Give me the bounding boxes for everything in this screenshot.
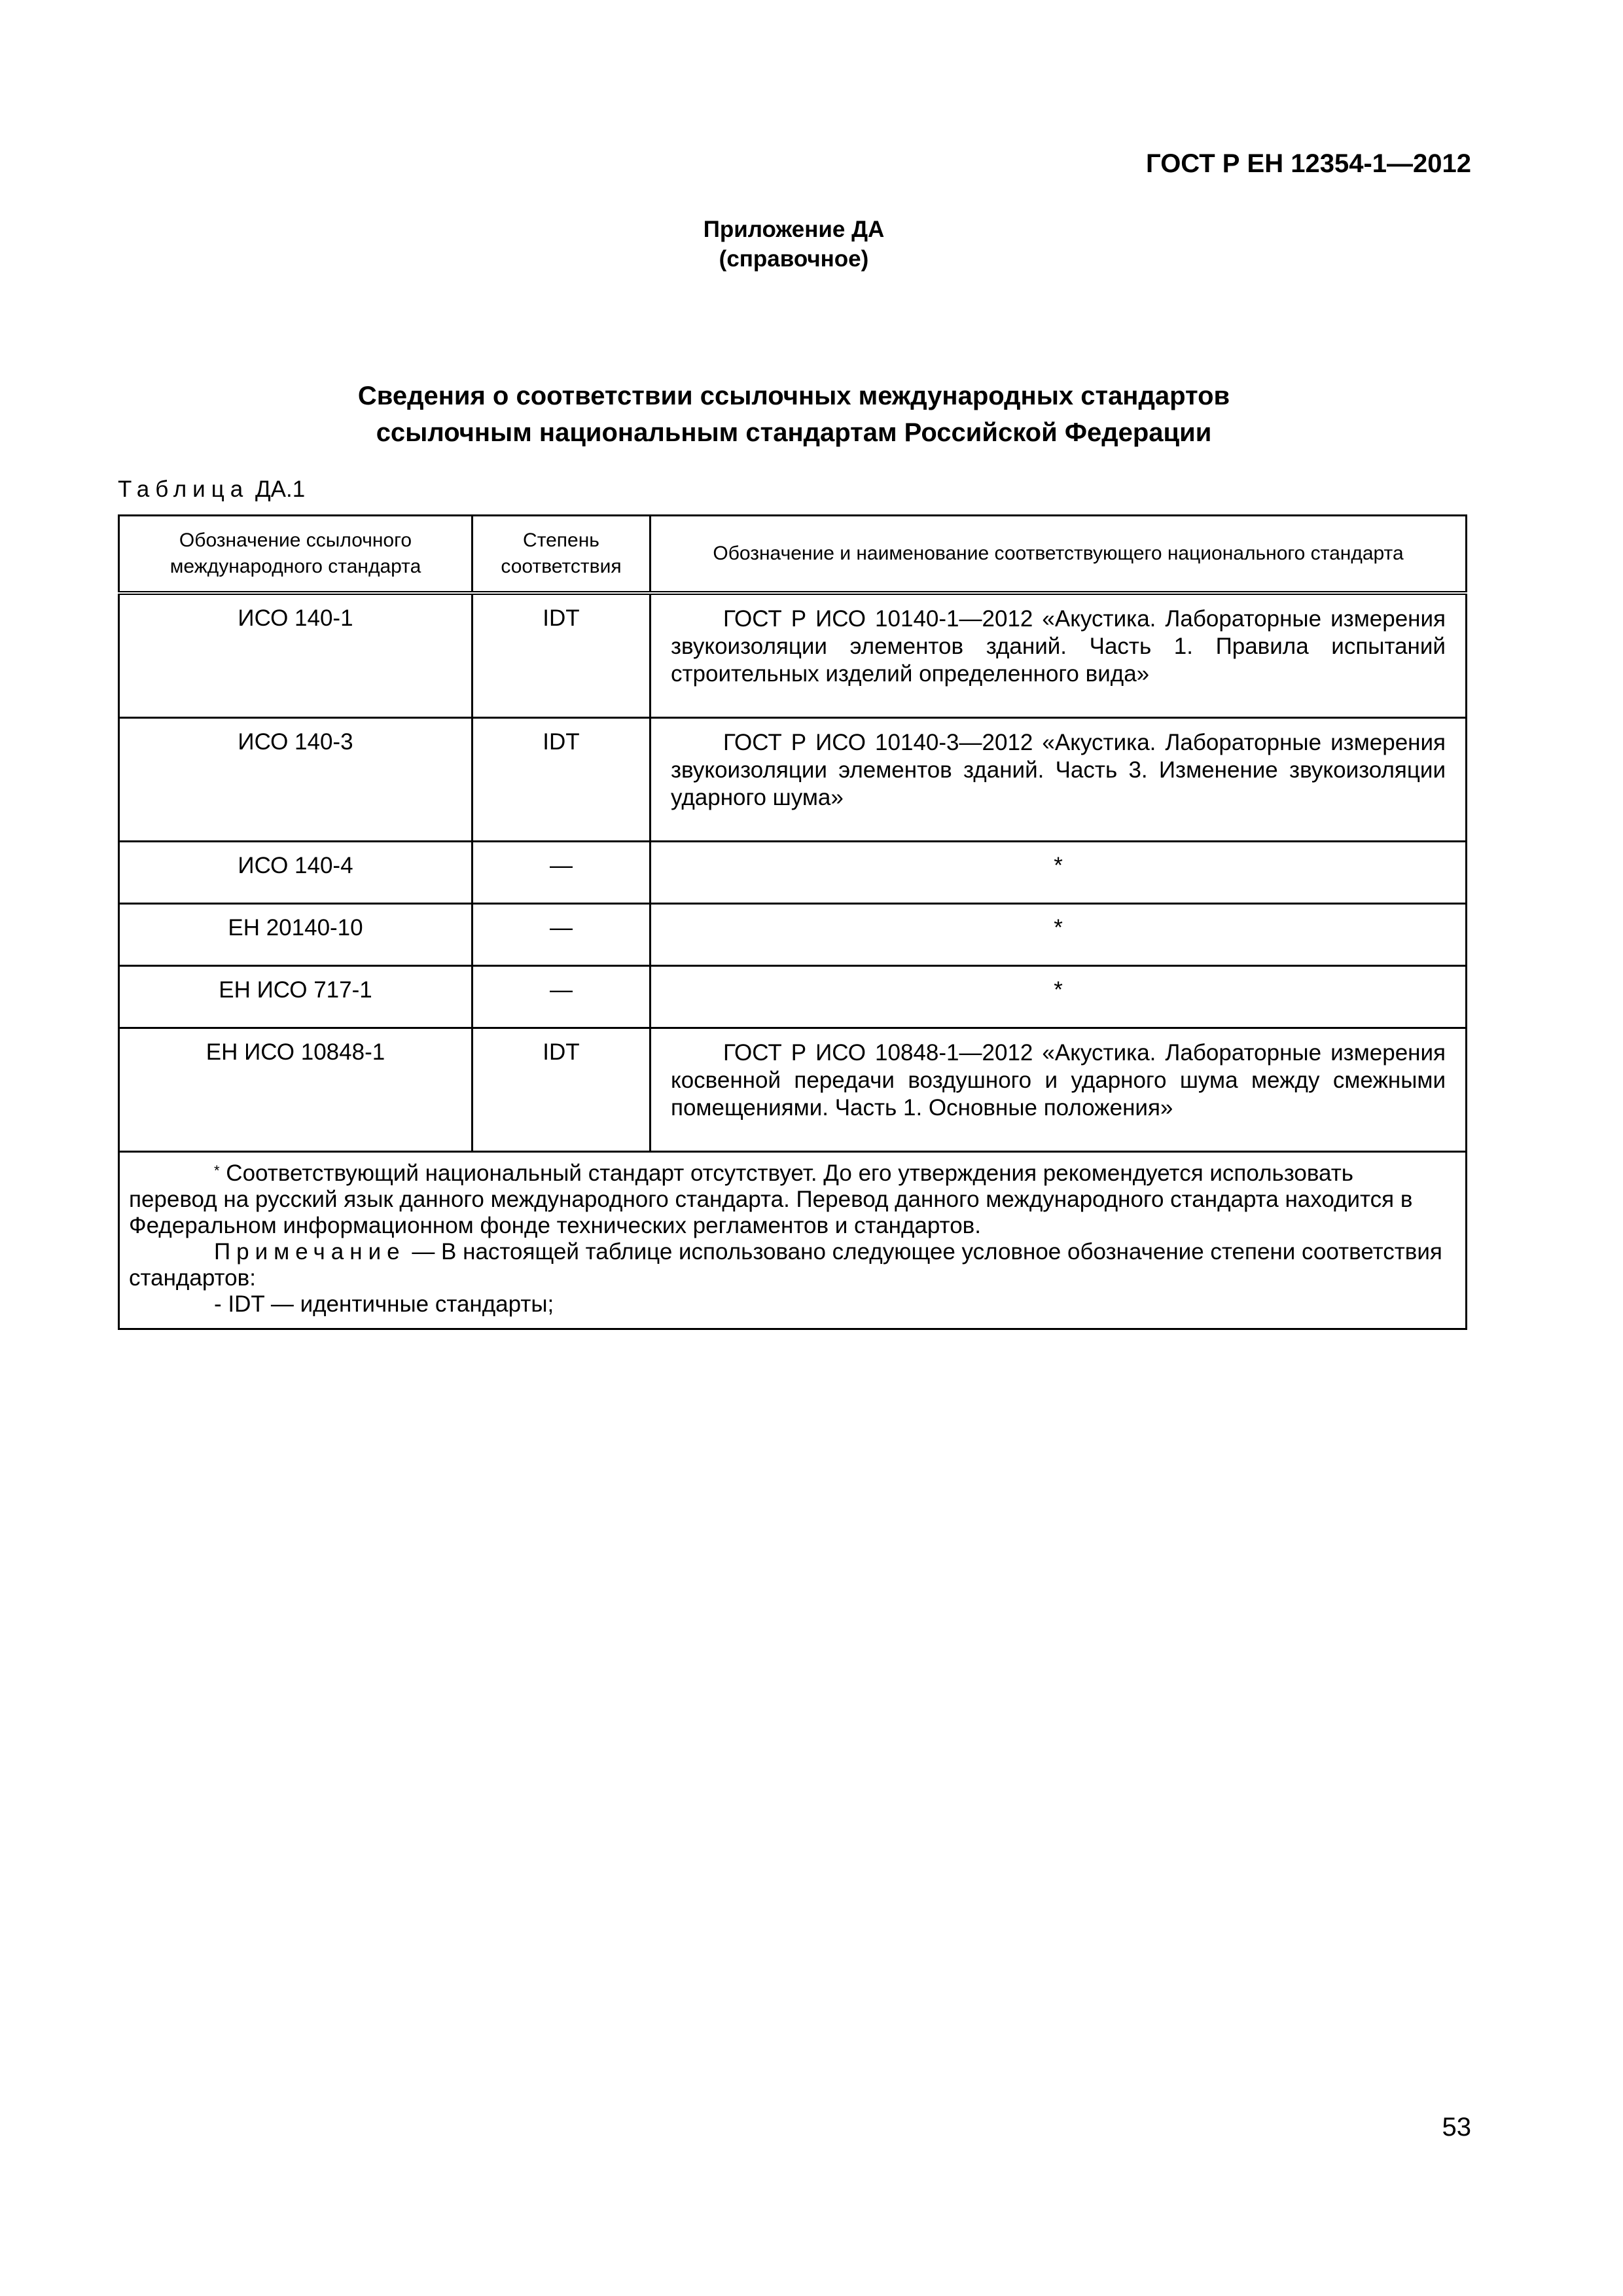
intl-standard-cell: ИСО 140-4 [119, 842, 473, 904]
table-row [119, 1028, 1467, 1152]
table-row [119, 718, 1467, 842]
national-standard-cell: * [651, 966, 1467, 1028]
degree-cell: — [473, 842, 651, 904]
national-standard-cell [651, 718, 1467, 842]
table-caption [118, 476, 305, 503]
note-block [129, 1239, 1446, 1291]
table-caption-word: Таблица [118, 476, 249, 502]
footnote-marker: * [214, 1162, 220, 1179]
table-header-row [119, 516, 1467, 594]
reference-standards-table [118, 514, 1467, 1330]
national-standard-text: ГОСТ Р ИСО 10848-1—2012 «Акустика. Лабораторные измерения косвенной передачи воздушного и ударного шума между смежными помещениями. Часть 1. Основные положения» [671, 1040, 1446, 1121]
appendix-heading [0, 215, 1588, 274]
footnote-text-block [129, 1160, 1446, 1239]
footnote-text: Соответствующий национальный стандарт отсутствует. До его утверждения рекомендуется использовать перевод на русский язык данного международного стандарта. Перевод данного международного стандарта находится в Федеральном информационном фонде технических регламентов и стандартов. [129, 1160, 1413, 1238]
page-number: 53 [1442, 2113, 1471, 2142]
national-standard-cell [651, 593, 1467, 718]
national-standard-text: ГОСТ Р ИСО 10140-3—2012 «Акустика. Лабораторные измерения звукоизоляции элементов зданий. Часть 3. Изменение звукоизоляции ударного шума» [671, 730, 1446, 810]
intl-standard-cell: ИСО 140-3 [119, 718, 473, 842]
intl-standard-cell: ЕН ИСО 717-1 [119, 966, 473, 1028]
table-row [119, 966, 1467, 1028]
header-degree: Степень соответствия [473, 516, 651, 594]
degree-cell: IDT [473, 593, 651, 718]
degree-cell: — [473, 904, 651, 966]
intl-standard-cell: ИСО 140-1 [119, 593, 473, 718]
table-footnote-row [119, 1152, 1467, 1329]
document-title-line-2: ссылочным национальным стандартам Российской Федерации [376, 418, 1212, 447]
table-caption-number: ДА.1 [255, 476, 306, 502]
intl-standard-cell: ЕН 20140-10 [119, 904, 473, 966]
note-text: — В настоящей таблице использовано следующее условное обозначение степени соответствия стандартов: [129, 1239, 1442, 1291]
degree-cell: IDT [473, 718, 651, 842]
national-standard-text: ГОСТ Р ИСО 10140-1—2012 «Акустика. Лабораторные измерения звукоизоляции элементов зданий. Часть 1. Правила испытаний строительных изделий определенного вида» [671, 606, 1446, 687]
document-title [0, 378, 1588, 451]
appendix-type: (справочное) [719, 246, 869, 272]
national-standard-cell [651, 1028, 1467, 1152]
table-row [119, 842, 1467, 904]
standard-code: ГОСТ Р ЕН 12354-1—2012 [1146, 149, 1471, 178]
intl-standard-cell: ЕН ИСО 10848-1 [119, 1028, 473, 1152]
national-standard-cell: * [651, 904, 1467, 966]
table-footnote [119, 1152, 1467, 1329]
document-title-line-1: Сведения о соответствии ссылочных международных стандартов [357, 382, 1230, 410]
header-national-standard: Обозначение и наименование соответствующего национального стандарта [651, 516, 1467, 594]
legend-line [129, 1291, 1446, 1318]
note-label: Примечание [214, 1239, 406, 1265]
table-row [119, 904, 1467, 966]
header-intl-standard: Обозначение ссылочного международного стандарта [119, 516, 473, 594]
appendix-title: Приложение ДА [703, 217, 885, 242]
degree-cell: — [473, 966, 651, 1028]
table-row [119, 593, 1467, 718]
legend-text: - IDT — идентичные стандарты; [214, 1291, 554, 1317]
national-standard-cell: * [651, 842, 1467, 904]
degree-cell: IDT [473, 1028, 651, 1152]
